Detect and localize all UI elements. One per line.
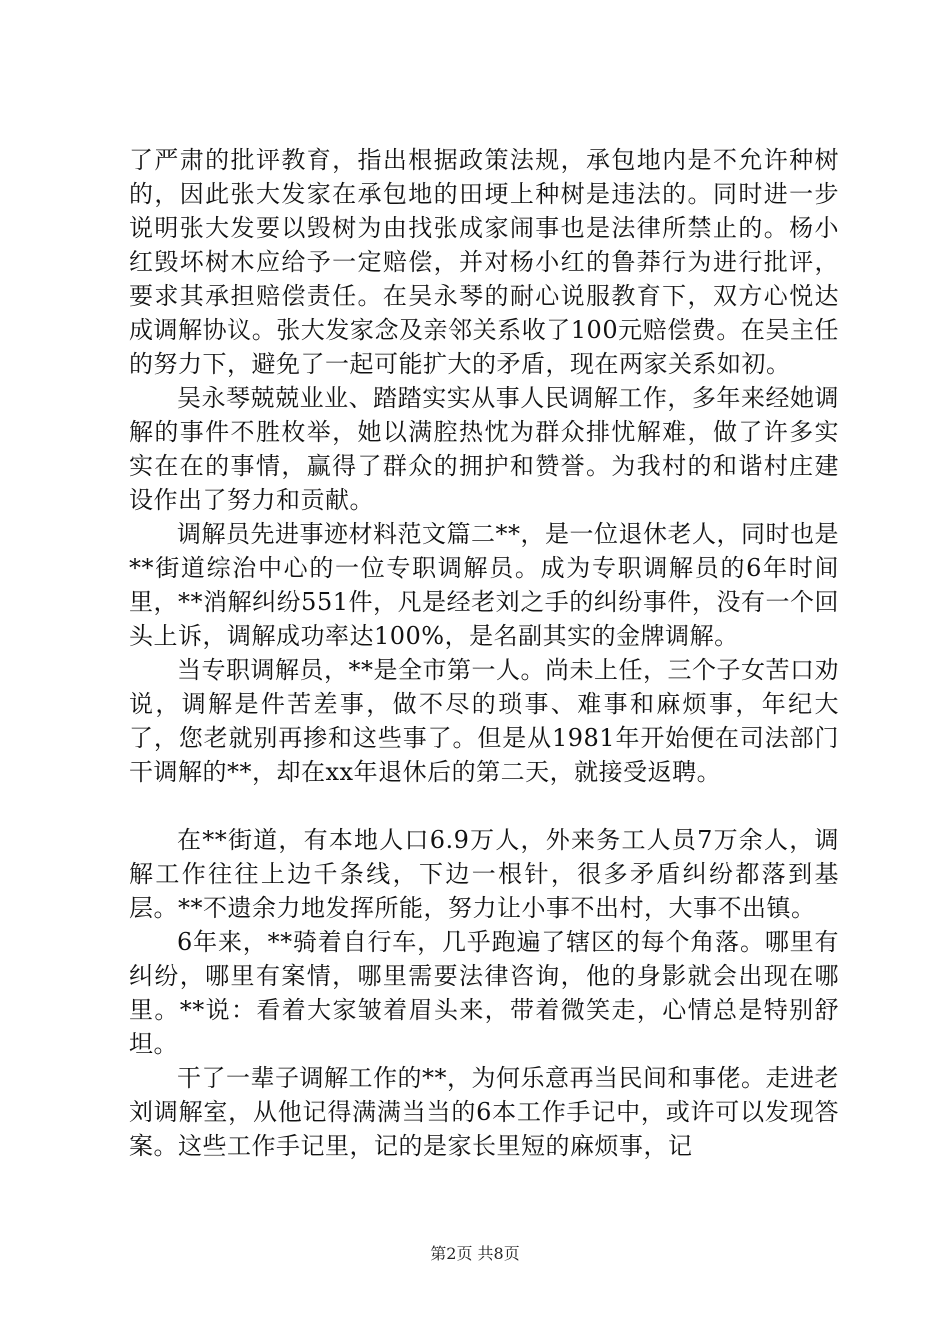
paragraph-gap	[129, 789, 839, 823]
document-body	[129, 143, 839, 1163]
paragraph-4: 当专职调解员，**是全市第一人。尚未上任，三个子女苦口劝说，调解是件苦差事，做不尽的琐事、难事和麻烦事，年纪大了，您老就别再掺和这些事了。但是从1981年开始便在司法部门干调解的**，却在xx年退休后的第二天，就接受返聘。	[129, 656, 839, 786]
paragraph-2: 吴永琴兢兢业业、踏踏实实从事人民调解工作，多年来经她调解的事件不胜枚举，她以满腔热忱为群众排忧解难，做了许多实实在在的事情，赢得了群众的拥护和赞誉。为我村的和谐村庄建设作出了努力和贡献。	[129, 384, 839, 514]
paragraph-7: 干了一辈子调解工作的**，为何乐意再当民间和事佬。走进老刘调解室，从他记得满满当当的6本工作手记中，或许可以发现答案。这些工作手记里，记的是家长里短的麻烦事，记	[129, 1064, 839, 1160]
paragraph-6: 6年来，**骑着自行车，几乎跑遍了辖区的每个角落。哪里有纠纷，哪里有案情，哪里需要法律咨询，他的身影就会出现在哪里。**说：看着大家皱着眉头来，带着微笑走，心情总是特别舒坦。	[129, 928, 839, 1058]
paragraph-1: 了严肃的批评教育，指出根据政策法规，承包地内是不允许种树的，因此张大发家在承包地的田埂上种树是违法的。同时进一步说明张大发要以毁树为由找张成家闹事也是法律所禁止的。杨小红毁坏树木应给予一定赔偿，并对杨小红的鲁莽行为进行批评，要求其承担赔偿责任。在吴永琴的耐心说服教育下，双方心悦达成调解协议。张大发家念及亲邻关系收了100元赔偿费。在吴主任的努力下，避免了一起可能扩大的矛盾，现在两家关系如初。	[129, 146, 839, 378]
page-number-footer: 第2页 共8页	[430, 1244, 520, 1263]
paragraph-3: 调解员先进事迹材料范文篇二**，是一位退休老人，同时也是**街道综治中心的一位专职调解员。成为专职调解员的6年时间里，**消解纠纷551件，凡是经老刘之手的纠纷事件，没有一个回头上诉，调解成功率达100%，是名副其实的金牌调解。	[129, 520, 839, 650]
paragraph-5: 在**街道，有本地人口6.9万人，外来务工人员7万余人，调解工作往往上边千条线，下边一根针，很多矛盾纠纷都落到基层。**不遗余力地发挥所能，努力让小事不出村，大事不出镇。	[129, 826, 839, 922]
